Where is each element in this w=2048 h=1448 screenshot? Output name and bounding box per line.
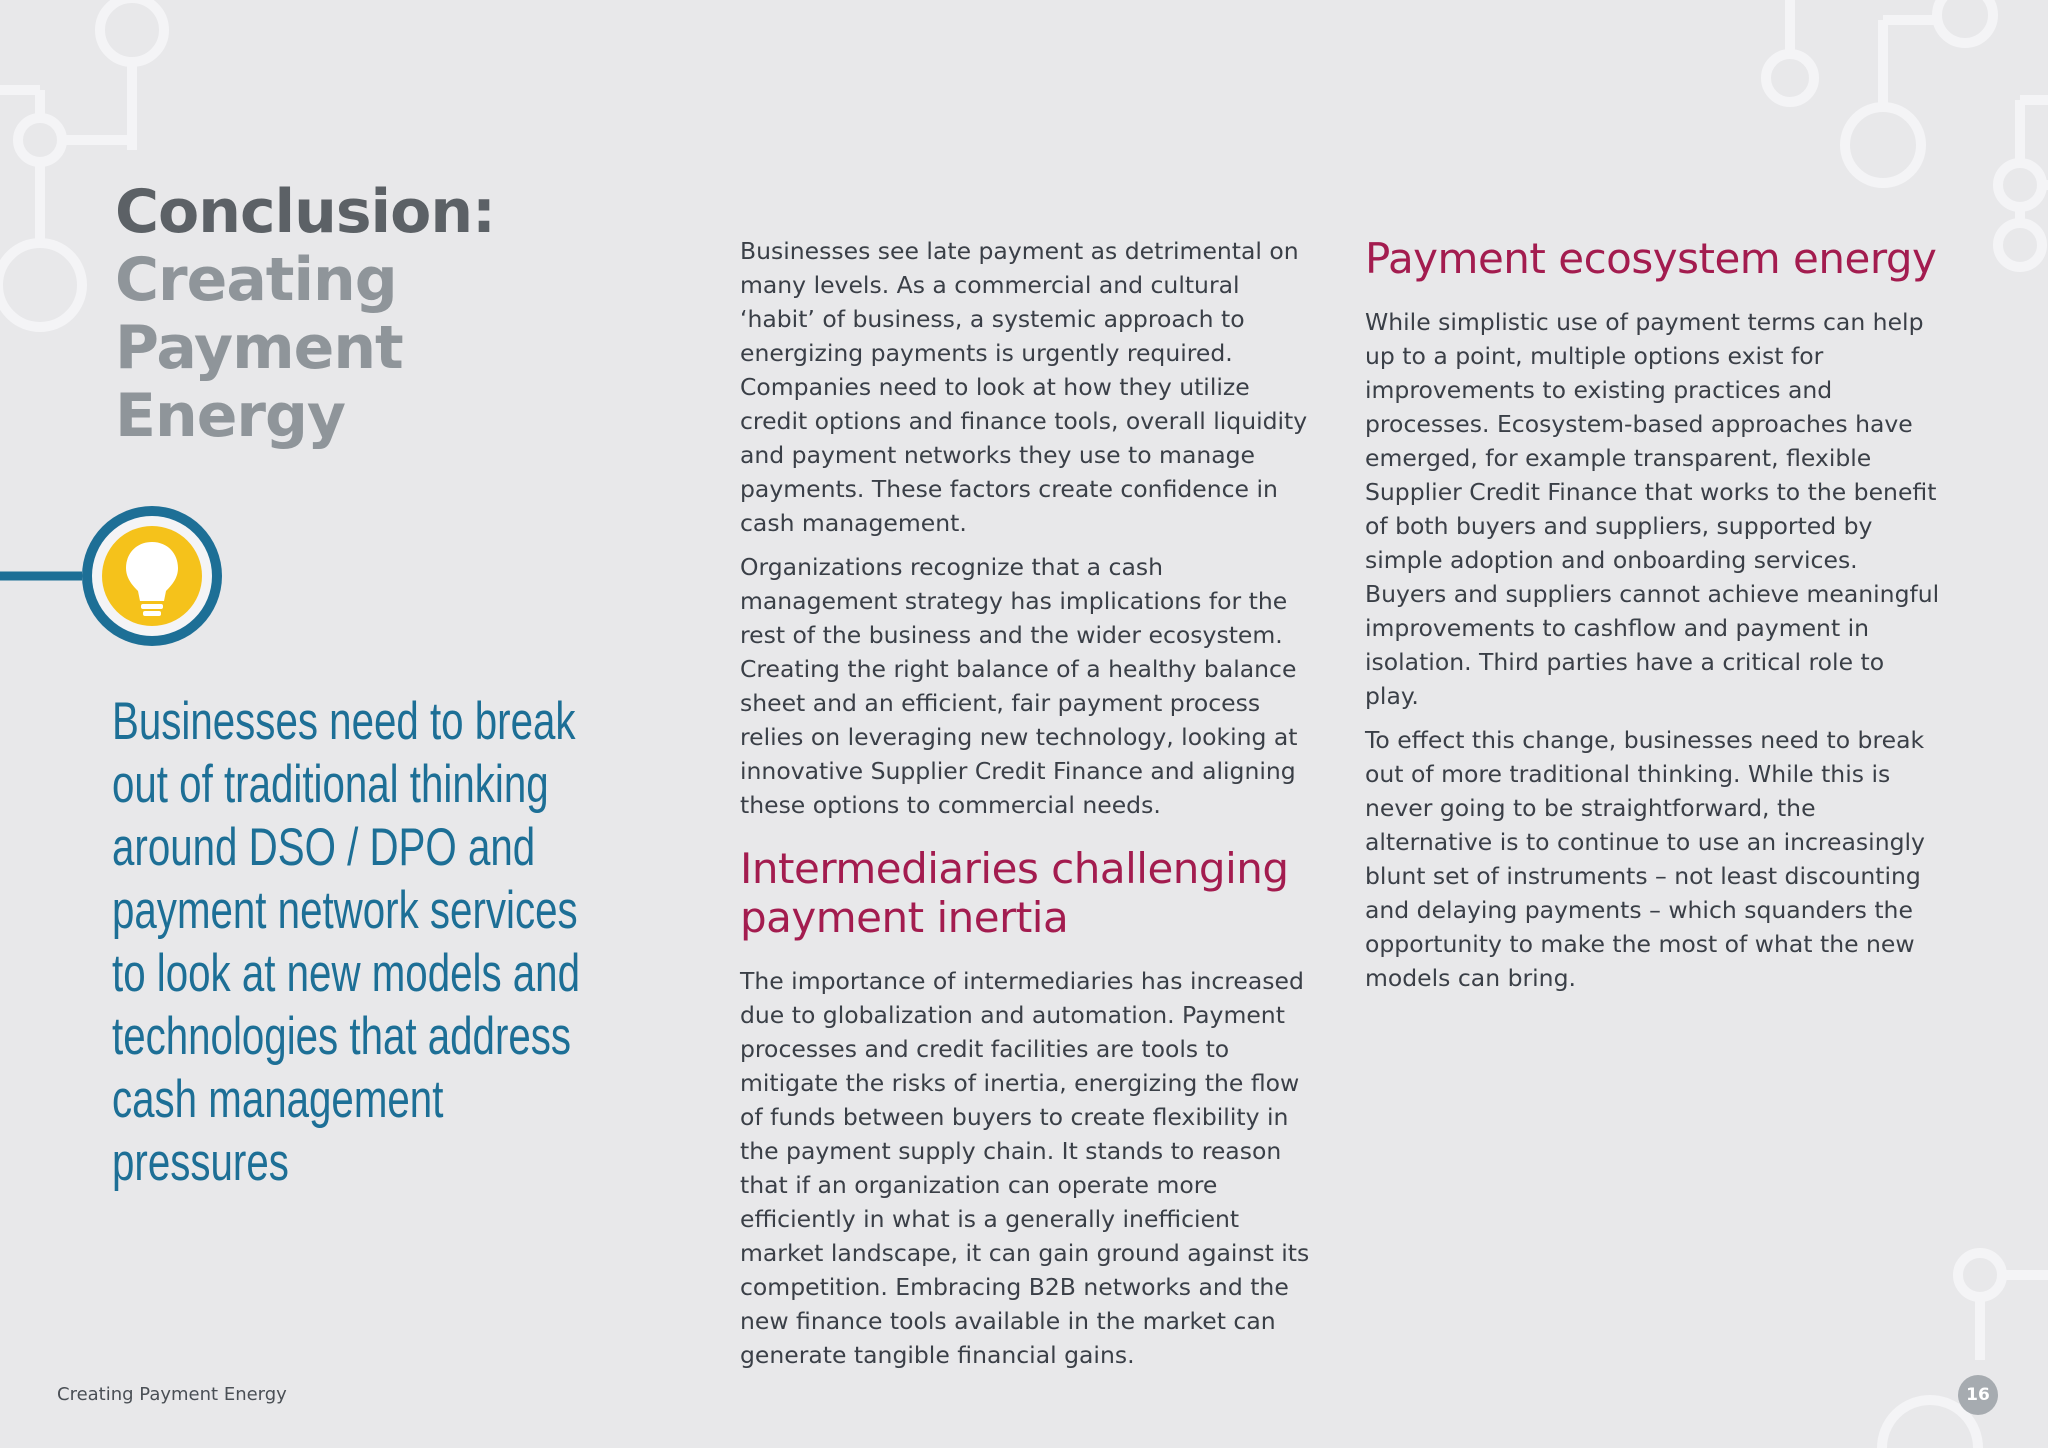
page-number-badge: 16 — [1958, 1375, 1998, 1415]
right-paragraph-1: While simplistic use of payment terms can help up to a point, multiple options exist for improvements to existing practices and processes. Ecosystem-based approaches have emerged, for example transparent, flexible Supplier Credit Finance that works to the benefit of both buyers and suppliers, supported by simple adoption and onboarding services. Buyers and suppliers cannot achieve meaningful improvements to cashflow and payment in isolation. Third parties have a critical role to play. — [1365, 308, 1940, 710]
right-section-heading: Payment ecosystem energy — [1365, 234, 1937, 283]
title-line-1: Conclusion: — [115, 177, 496, 247]
title-line-4: Energy — [115, 381, 346, 451]
title-line-2: Creating — [115, 245, 397, 315]
right-paragraph-2: To effect this change, businesses need to break out of more traditional thinking. While this is never going to be straightforward, the alternative is to continue to use an increasingly blunt set of instruments – not least discounting and delaying payments – which squanders the opportunity to make the most of what the new models can bring. — [1365, 726, 1925, 992]
page-title — [115, 178, 495, 450]
pull-quote: Businesses need to break out of traditional thinking around DSO / DPO and payment network services to look at new models and technologies that address cash management pressures — [112, 692, 580, 1192]
middle-column — [740, 234, 1320, 1382]
footer-title: Creating Payment Energy — [57, 1384, 287, 1405]
lightbulb-icon — [0, 500, 235, 660]
middle-paragraph-1: Businesses see late payment as detrimental on many levels. As a commercial and cultural ‘habit’ of business, a systemic approach to energizing payments is urgently required. Companies need to look at how they utilize credit options and finance tools, overall liquidity and payment networks they use to manage payments. These factors create confidence in cash management. — [740, 237, 1308, 537]
right-column — [1365, 234, 1943, 1005]
middle-paragraph-3: The importance of intermediaries has increased due to globalization and automation. Payment processes and credit facilities are tools to mitigate the risks of inertia, energizing the flow of funds between buyers to create flexibility in the payment supply chain. It stands to reason that if an organization can operate more efficiently in what is a generally inefficient market landscape, it can gain ground against its competition. Embracing B2B networks and the new finance tools available in the market can generate tangible financial gains. — [740, 967, 1310, 1369]
title-line-3: Payment — [115, 313, 403, 383]
middle-section-heading: Intermediaries challenging payment inertia — [740, 844, 1289, 942]
middle-paragraph-2: Organizations recognize that a cash management strategy has implications for the rest of the business and the wider ecosystem. Creating the right balance of a healthy balance sheet and an efficient, fair payment process relies on leveraging new technology, looking at innovative Supplier Credit Finance and aligning these options to commercial needs. — [740, 553, 1298, 819]
